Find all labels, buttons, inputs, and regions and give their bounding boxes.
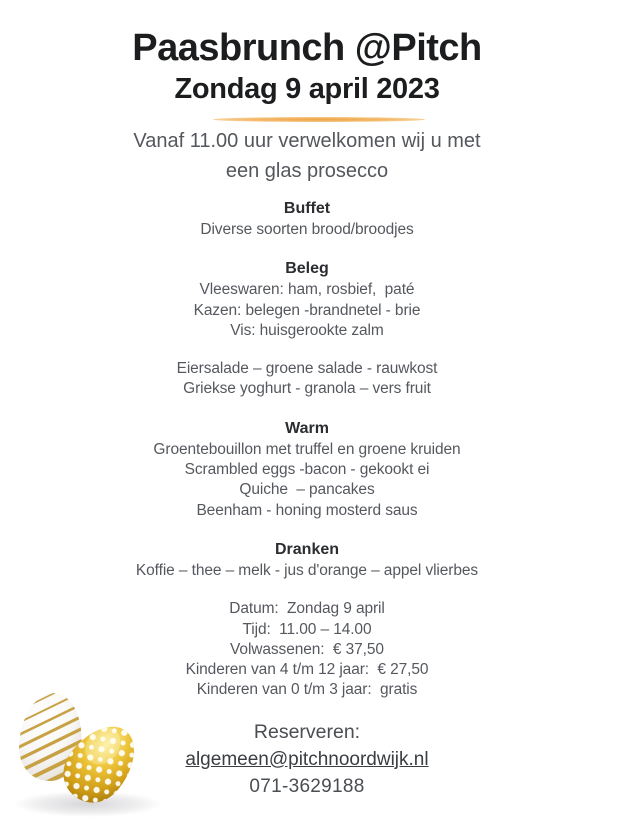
menu-block (0, 258, 614, 341)
menu-line: Tijd: 11.00 – 14.00 (242, 620, 372, 638)
menu-line: Vleeswaren: ham, rosbief, paté (199, 281, 415, 299)
menu-line: Scrambled eggs -bacon - gekookt ei (184, 461, 430, 479)
menu-line: Beenham - honing mosterd saus (196, 501, 418, 519)
menu-section-heading: Buffet (283, 200, 331, 217)
menu-line: Vis: huisgerookte zalm (230, 321, 384, 339)
menu-line: Griekse yoghurt - granola – vers fruit (183, 380, 431, 398)
page-title: Paasbrunch @Pitch (132, 27, 482, 69)
menu-line: Datum: Zondag 9 april (229, 600, 385, 618)
menu-section-heading: Beleg (285, 260, 329, 278)
reservation-info (0, 719, 614, 800)
menu-section-heading: Dranken (274, 540, 340, 558)
page-subtitle: Zondag 9 april 2023 (174, 73, 440, 105)
menu-line: Volwassenen: € 37,50 (230, 640, 384, 658)
menu (0, 198, 614, 701)
intro-line-1: Vanaf 11.00 uur verwelkomen wij u met (133, 130, 481, 152)
menu-block (0, 359, 614, 400)
menu-line: Eiersalade – groene salade - rauwkost (176, 360, 438, 378)
intro-text (0, 126, 614, 186)
menu-block (0, 599, 614, 700)
menu-block (0, 539, 614, 581)
gold-divider (213, 117, 425, 122)
menu-line: Kinderen van 0 t/m 3 jaar: gratis (196, 681, 418, 699)
menu-line: Diverse soorten brood/broodjes (200, 221, 414, 238)
email-link[interactable]: algemeen@pitchnoordwijk.nl (185, 748, 429, 770)
menu-block (0, 198, 614, 240)
reserve-label: Reserveren: (253, 720, 361, 743)
menu-line: Koffie – thee – melk - jus d'orange – appel vlierbes (135, 561, 479, 579)
menu-line: Kazen: belegen -brandnetel - brie (193, 301, 421, 319)
menu-section-heading: Warm (285, 419, 329, 437)
menu-line: Quiche – pancakes (239, 481, 375, 499)
menu-line: Kinderen van 4 t/m 12 jaar: € 27,50 (185, 661, 429, 679)
intro-line-2: een glas prosecco (225, 160, 389, 182)
menu-block (0, 418, 614, 521)
menu-line: Groentebouillon met truffel en groene kruiden (153, 440, 461, 458)
phone-number: 071-3629188 (249, 775, 365, 797)
